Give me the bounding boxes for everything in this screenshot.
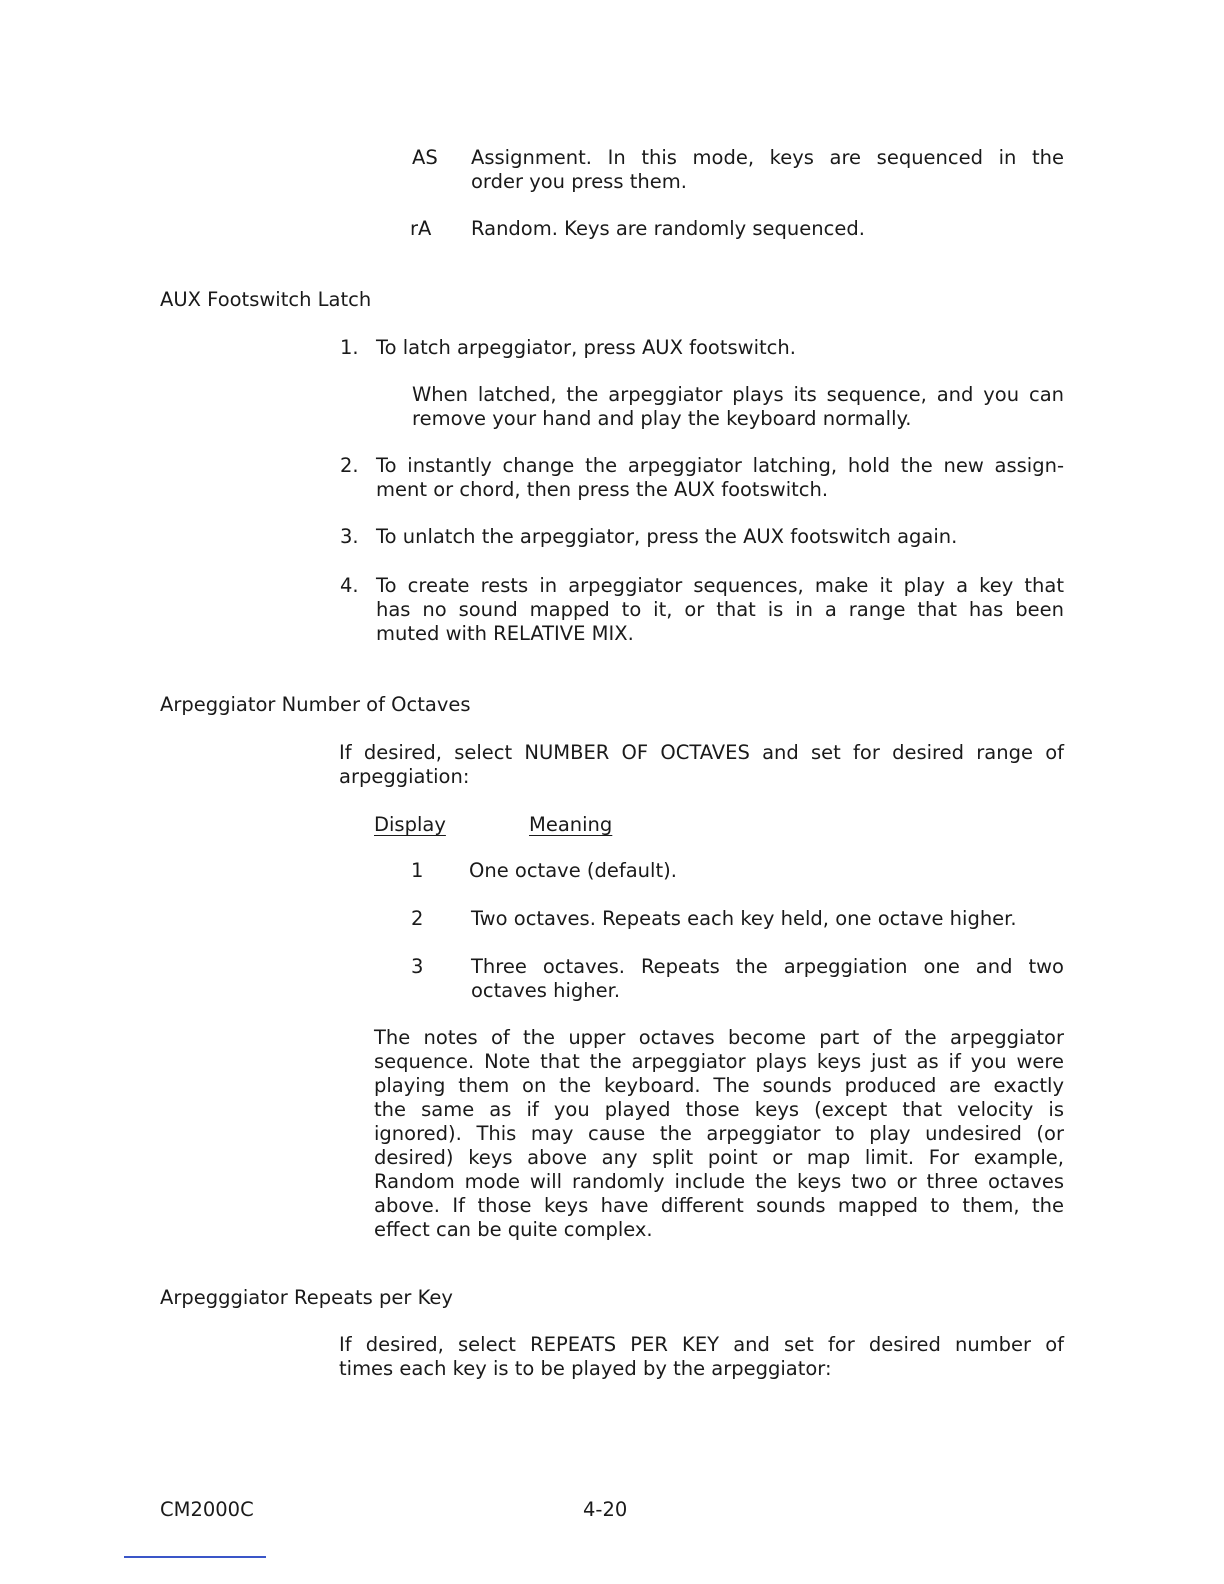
- text-line: If desired, select NUMBER OF OCTAVES and set for desired range of: [339, 741, 1064, 764]
- paragraph: [339, 741, 1064, 789]
- table-cell-display: 3: [411, 955, 424, 978]
- text-line: Three octaves. Repeats the arpeggiation one and two: [471, 955, 1064, 978]
- paragraph: [339, 1333, 1064, 1381]
- text-line: To create rests in arpeggiator sequences, make it play a key that: [376, 574, 1064, 597]
- footer-divider: [124, 1556, 266, 1558]
- table-cell-display: 2: [411, 907, 424, 930]
- text-line: sequence. Note that the arpeggiator plays keys just as if you were: [374, 1050, 1064, 1073]
- text-line: Random. Keys are randomly sequenced.: [471, 217, 865, 240]
- mode-code-as: AS: [412, 146, 438, 169]
- text-line: To instantly change the arpeggiator latching, hold the new assign-: [376, 454, 1064, 477]
- text-line: To latch arpeggiator, press AUX footswitch.: [376, 336, 796, 359]
- text-line: If desired, select REPEATS PER KEY and set for desired number of: [339, 1333, 1064, 1356]
- text-line: Two octaves. Repeats each key held, one octave higher.: [471, 907, 1017, 930]
- list-number: 4.: [340, 574, 359, 597]
- text-line: ment or chord, then press the AUX footswitch.: [376, 478, 829, 501]
- table-cell-meaning: [471, 955, 1064, 1003]
- text-line: octaves higher.: [471, 979, 621, 1002]
- footer-model: CM2000C: [160, 1498, 254, 1521]
- list-note: [412, 383, 1064, 431]
- text-line: muted with RELATIVE MIX.: [376, 622, 634, 645]
- list-number: 2.: [340, 454, 359, 477]
- mode-desc-as: [471, 146, 1064, 194]
- list-number: 1.: [340, 336, 359, 359]
- list-item: [376, 525, 957, 549]
- section-heading-repeats: Arpegggiator Repeats per Key: [160, 1286, 453, 1309]
- table-cell-meaning: [471, 907, 1017, 931]
- section-heading-octaves: Arpeggiator Number of Octaves: [160, 693, 471, 716]
- text-line: times each key is to be played by the arpeggiator:: [339, 1357, 832, 1380]
- text-line: the same as if you played those keys (except that velocity is: [374, 1098, 1064, 1121]
- text-line: order you press them.: [471, 170, 687, 193]
- text-line: remove your hand and play the keyboard normally.: [412, 407, 912, 430]
- mode-desc-ra: [471, 217, 865, 241]
- mode-code-ra: rA: [410, 217, 432, 240]
- column-header-meaning: Meaning: [529, 813, 613, 836]
- text-line: Assignment. In this mode, keys are sequenced in the: [471, 146, 1064, 169]
- text-line: Random mode will randomly include the keys two or three octaves: [374, 1170, 1064, 1193]
- list-item: [376, 454, 1064, 502]
- table-cell-meaning: [469, 859, 677, 883]
- text-line: ignored). This may cause the arpeggiator to play undesired (or: [374, 1122, 1064, 1145]
- text-line: desired) keys above any split point or map limit. For example,: [374, 1146, 1064, 1169]
- text-line: above. If those keys have different sounds mapped to them, the: [374, 1194, 1064, 1217]
- list-number: 3.: [340, 525, 359, 548]
- column-header-display: Display: [374, 813, 446, 836]
- table-cell-display: 1: [411, 859, 424, 882]
- paragraph: [374, 1026, 1064, 1242]
- text-line: When latched, the arpeggiator plays its sequence, and you can: [412, 383, 1064, 406]
- list-item: [376, 574, 1064, 646]
- text-line: One octave (default).: [469, 859, 677, 882]
- text-line: To unlatch the arpeggiator, press the AUX footswitch again.: [376, 525, 958, 548]
- text-line: The notes of the upper octaves become part of the arpeggiator: [374, 1026, 1064, 1049]
- page-number: 4-20: [583, 1498, 628, 1521]
- text-line: has no sound mapped to it, or that is in a range that has been: [376, 598, 1064, 621]
- list-item: [376, 336, 796, 360]
- text-line: arpeggiation:: [339, 765, 470, 788]
- text-line: playing them on the keyboard. The sounds produced are exactly: [374, 1074, 1064, 1097]
- text-line: effect can be quite complex.: [374, 1218, 653, 1241]
- section-heading-aux: AUX Footswitch Latch: [160, 288, 372, 311]
